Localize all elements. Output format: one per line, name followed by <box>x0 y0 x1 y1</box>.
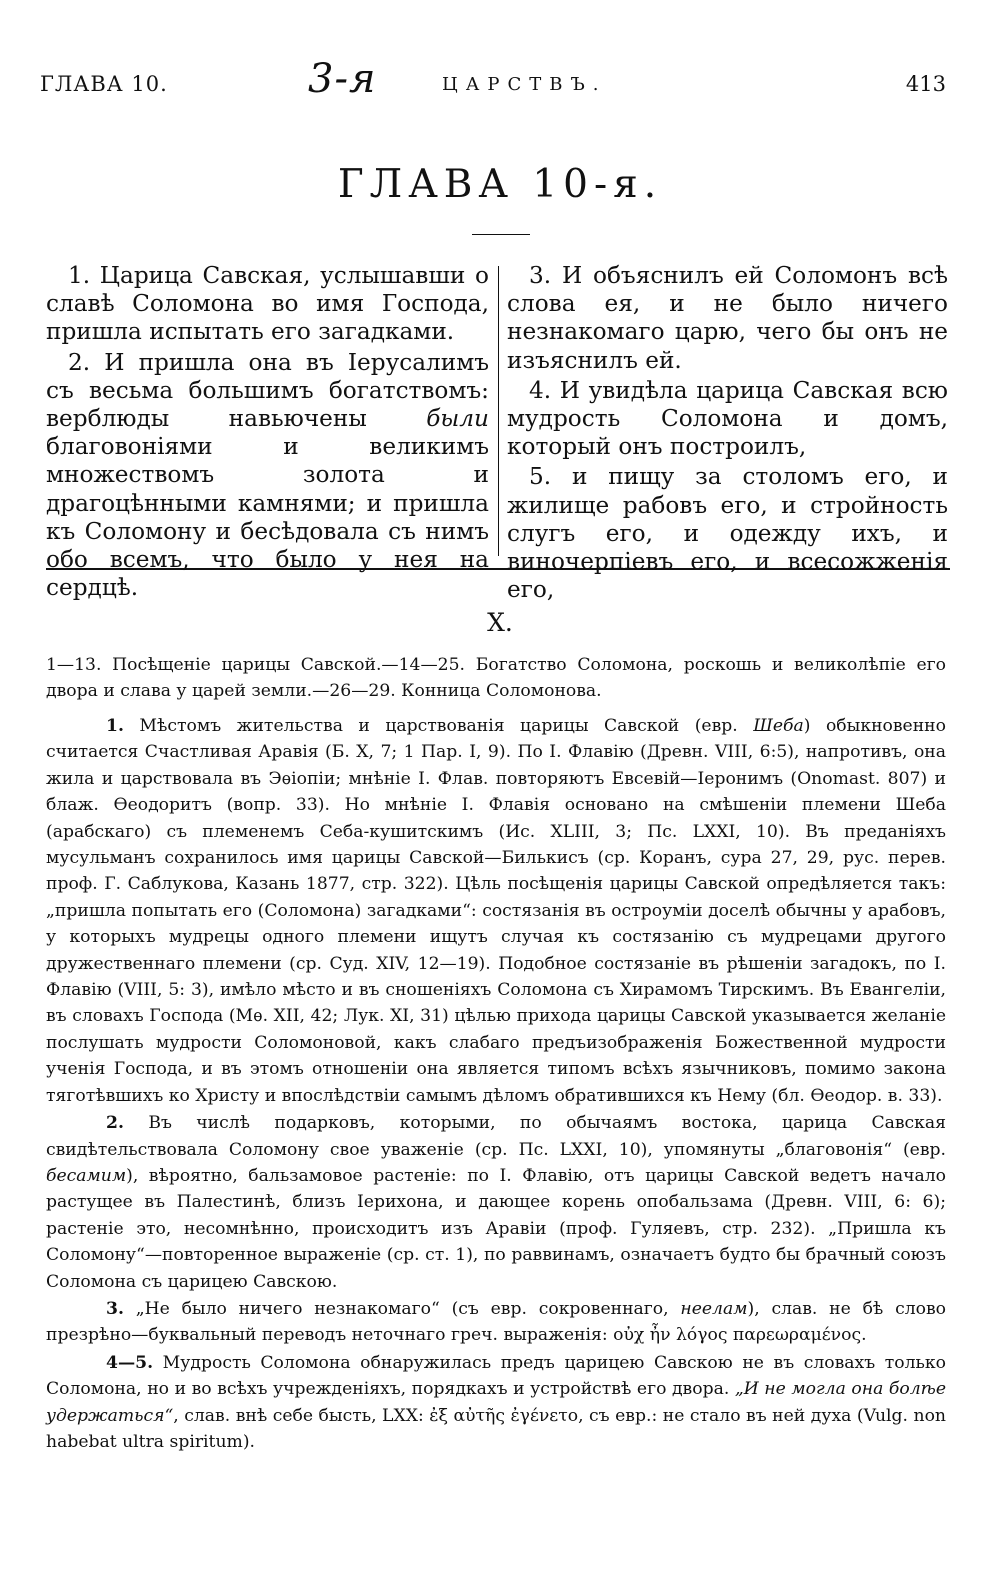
verse-3: 3. И объяснилъ ей Соломонъ всѣ слова ея, и не было ничего незнакомаго царю, чего бы онъ не изъяснилъ ей. <box>507 262 948 374</box>
running-head-book: ЦАРСТВЪ. <box>442 74 607 95</box>
verse-2-italic: были <box>426 405 489 433</box>
verse-2: 2. И пришла она въ Іерусалимъ съ весьма большимъ богатствомъ: верблюды навьючены были благовоніями и великимъ множествомъ золота и драгоцѣнными камнями; и пришла къ Соломону и бесѣдовала съ нимъ обо всемъ, что было у нея на сердцѣ. <box>46 348 489 602</box>
paragraph-number: 1. <box>106 716 124 736</box>
handwritten-annotation: 3-я <box>308 56 377 102</box>
commentary-paragraph-1: 1. Мѣстомъ жительства и царствованія царицы Савской (евр. Шеба) обыкновенно считается Счастливая Аравія (Б. X, 7; 1 Пар. I, 9). По І. Флавію (Древн. VIII, 6:5), напротивъ, она жила и царствовала въ Эѳіопіи; мнѣніе І. Флав. повторяютъ Евсевій—Іеронимъ (Onomast. 807) и блаж. Ѳеодоритъ (вопр. 33). Но мнѣніе І. Флавія основано на смѣшеніи племени Шеба (арабскаго) съ племенемъ Себа-кушитскимъ (Ис. XLIII, 3; Пс. LXXI, 10). Въ преданіяхъ мусульманъ сохранилось имя царицы Савской—Билькисъ (ср. Коранъ, сура 27, 29, рус. перев. проф. Г. Саблукова, Казань 1877, стр. 322). Цѣль посѣщенія царицы Савской опредѣляется такъ: „пришла попытать его (Соломона) загадками“: состязанія въ остроуміи доселѣ обычны у арабовъ, у которыхъ мудрецы одного племени ищутъ случая къ состязанію съ мудрецами другого дружественнаго племени (ср. Суд. XIV, 12—19). Подобное состязаніе въ рѣшеніи загадокъ, по І. Флавію (VIII, 5: 3), имѣло мѣсто и въ сношеніяхъ Соломона съ Хирамомъ Тирскимъ. Въ Евангеліи, въ словахъ Господа (Мѳ. XII, 42; Лук. XI, 31) цѣлью прихода царицы Савской указывается желаніе послушать мудрости Соломоновой, какъ слабаго предъизображенія Божественной мудрости ученія Господа, и въ этомъ отношеніи она является типомъ всѣхъ язычниковъ, помимо закона тяготѣвшихъ ко Христу и впослѣдствіи самымъ дѣломъ обратившихся къ Нему (бл. Ѳеодор. в. 33). <box>46 716 946 1106</box>
running-head-chapter: ГЛАВА 10. <box>40 72 168 96</box>
title-rule <box>472 234 530 235</box>
chapter-summary: 1—13. Посѣщеніе царицы Савской.—14—25. Богатство Соломона, роскошь и великолѣпіе его двора и слава у царей земли.—26—29. Конница Соломонова. <box>46 655 946 701</box>
commentary <box>46 713 946 1456</box>
running-head <box>40 56 946 106</box>
chapter-title: ГЛАВА 10-я. <box>337 162 663 207</box>
columns-bottom-rule <box>46 568 950 570</box>
verse-5: 5. и пищу за столомъ его, и жилище рабовъ его, и стройность слугъ его, и одежду ихъ, и виночерпіевъ его, и всесожженія его, <box>507 463 948 604</box>
paragraph-number: 2. <box>106 1113 124 1134</box>
commentary-paragraph-2: 2. Въ числѣ подарковъ, которыми, по обычаямъ востока, царица Савская свидѣтельствовала Соломону свое уваженіе (ср. Пс. LXXI, 10), упомянуты „благовонія“ (евр. бесамим), вѣроятно, бальзамовое растеніе: по І. Флавію, отъ царицы Савской ведетъ начало растущее въ Палестинѣ, близъ Іерихона, и дающее корень опобальзама (Древн. VIII, 6: 6); растеніе это, несомнѣнно, происходитъ изъ Аравіи (проф. Гуляевъ, стр. 232). „Пришла къ Соломону“—повторенное выраженіе (ср. ст. 1), по раввинамъ, означаетъ будто бы брачный союзъ Соломона съ царицею Савскою. <box>46 1113 946 1292</box>
verse-4: 4. И увидѣла царица Савская всю мудрость Соломона и домъ, который онъ построилъ, <box>507 376 948 461</box>
bible-text-columns <box>46 262 948 604</box>
section-number: X. <box>487 608 513 637</box>
commentary-paragraph-4: 4—5. Мудрость Соломона обнаружилась предъ царицею Савскою не въ словахъ только Соломона, но и во всѣхъ учрежденіяхъ, порядкахъ и устройствѣ его двора. „И не могла она болѣе удержаться“, слав. внѣ себе бысть, LXX: ἐξ αὐτῆς ἐγένετο, съ евр.: не стало въ ней духа (Vulg. non habebat ultra spiritum). <box>46 1352 946 1452</box>
commentary-paragraph-3: 3. „Не было ничего незнакомаго“ (съ евр. сокровеннаго, неелам), слав. не бѣ слово презрѣно—буквальный переводъ неточнаго греч. выраженія: οὐχ ἦν λόγος παρεωραμένος. <box>46 1298 946 1346</box>
column-divider <box>498 266 499 556</box>
bible-text-right-column <box>507 262 948 604</box>
verse-1: 1. Царица Савская, услышавши о славѣ Соломона во имя Господа, пришла испытать его загадками. <box>46 262 489 346</box>
page-number: 413 <box>905 72 946 96</box>
bible-text-left-column <box>46 262 489 602</box>
paragraph-number: 4—5. <box>106 1352 154 1373</box>
paragraph-number: 3. <box>106 1298 124 1319</box>
